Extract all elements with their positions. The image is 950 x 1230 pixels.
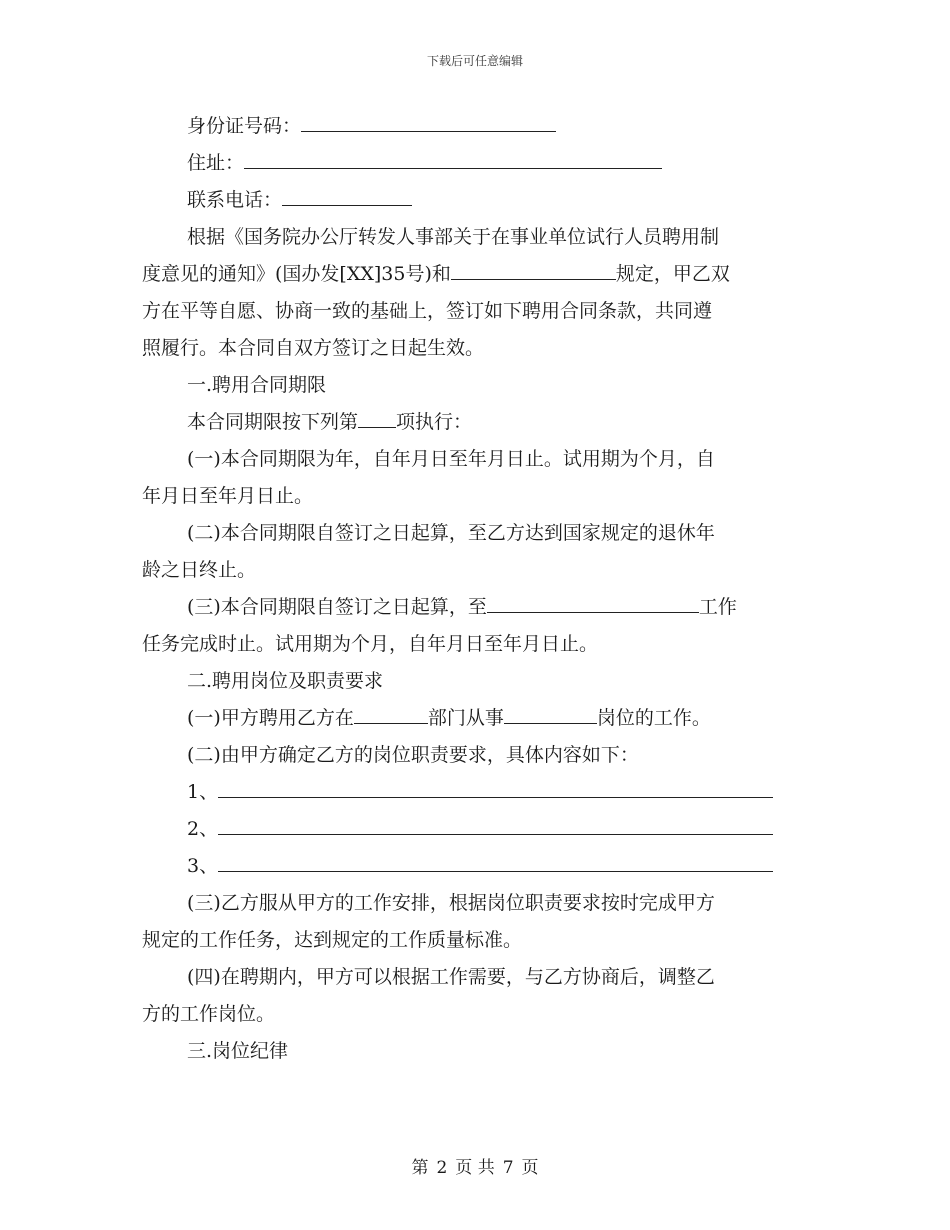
footer-mid: 页 共 xyxy=(455,1158,495,1178)
page-header: 下载后可任意编辑 xyxy=(426,54,523,68)
term-option-blank xyxy=(358,411,396,428)
term-option-text: 本合同期限按下列第 xyxy=(187,411,359,433)
department-blank xyxy=(354,707,428,724)
address-line xyxy=(142,145,802,182)
footer-suffix: 页 xyxy=(521,1158,539,1178)
duty-blank xyxy=(218,855,773,872)
task-blank xyxy=(487,596,699,613)
duty-blank xyxy=(218,781,773,798)
term-item-1-line-2: 年月日至年月日止。 xyxy=(142,485,314,507)
term-item-2-line-2: 龄之日终止。 xyxy=(142,559,257,581)
intro-paragraph-line-1: 根据《国务院办公厅转发人事部关于在事业单位试行人员聘用制 xyxy=(187,226,720,248)
duty-number: 1、 xyxy=(187,781,219,803)
duty-list-item-2 xyxy=(142,811,802,848)
phone-line xyxy=(142,182,802,219)
term-item-3-line-2: 任务完成时止。试用期为个月，自年月日至年月日止。 xyxy=(142,633,599,655)
id-number-label: 身份证号码： xyxy=(187,115,302,137)
duty-number: 2、 xyxy=(187,818,219,840)
page-footer xyxy=(0,1153,950,1178)
post-item-1-text: 岗位的工作。 xyxy=(596,707,711,729)
address-blank xyxy=(244,152,662,169)
post-item-4-line-1: (四)在聘期内，甲方可以根据工作需要，与乙方协商后，调整乙 xyxy=(187,966,715,988)
intro-paragraph-line-4: 照履行。本合同自双方签订之日起生效。 xyxy=(142,337,485,359)
regulation-blank xyxy=(451,263,616,280)
intro-paragraph-line-2 xyxy=(142,256,802,293)
post-item-1-text: (一)甲方聘用乙方在 xyxy=(187,707,354,729)
duty-list-item-1 xyxy=(142,774,802,811)
current-page-number: 2 xyxy=(436,1158,448,1178)
term-option-line xyxy=(142,404,802,441)
post-item-1-text: 部门从事 xyxy=(427,707,504,729)
footer-prefix: 第 xyxy=(411,1158,429,1178)
section-1-title: 一.聘用合同期限 xyxy=(187,374,327,396)
post-item-4-line-2: 方的工作岗位。 xyxy=(142,1003,276,1025)
post-item-1 xyxy=(142,700,802,737)
term-item-3-text: (三)本合同期限自签订之日起算，至 xyxy=(187,596,487,618)
term-item-3-text: 工作 xyxy=(698,596,737,618)
duty-number: 3、 xyxy=(187,855,219,877)
phone-blank xyxy=(282,189,412,206)
duty-list-item-3 xyxy=(142,848,802,885)
intro-paragraph-line-3: 方在平等自愿、协商一致的基础上，签订如下聘用合同条款，共同遵 xyxy=(142,300,713,322)
section-3-title: 三.岗位纪律 xyxy=(187,1040,289,1062)
intro-text-part: 度意见的通知》(国办发[XX]35号)和 xyxy=(142,263,451,285)
position-blank xyxy=(504,707,597,724)
term-item-2-line-1: (二)本合同期限自签订之日起算，至乙方达到国家规定的退休年 xyxy=(187,522,715,544)
address-label: 住址： xyxy=(187,152,245,174)
post-item-3-line-1: (三)乙方服从甲方的工作安排，根据岗位职责要求按时完成甲方 xyxy=(187,892,715,914)
term-option-text: 项执行： xyxy=(396,411,473,433)
id-number-line xyxy=(142,108,802,145)
term-item-3-line-1 xyxy=(142,589,802,626)
section-2-title: 二.聘用岗位及职责要求 xyxy=(187,670,384,692)
total-page-count: 7 xyxy=(502,1158,514,1178)
post-item-3-line-2: 规定的工作任务，达到规定的工作质量标准。 xyxy=(142,929,523,951)
intro-text-part: 规定，甲乙双 xyxy=(615,263,730,285)
post-item-2: (二)由甲方确定乙方的岗位职责要求，具体内容如下： xyxy=(187,744,639,766)
id-number-blank xyxy=(301,115,556,132)
term-item-1-line-1: (一)本合同期限为年，自年月日至年月日止。试用期为个月，自 xyxy=(187,448,715,470)
duty-blank xyxy=(218,818,773,835)
document-body xyxy=(142,108,802,1070)
phone-label: 联系电话： xyxy=(187,189,283,211)
